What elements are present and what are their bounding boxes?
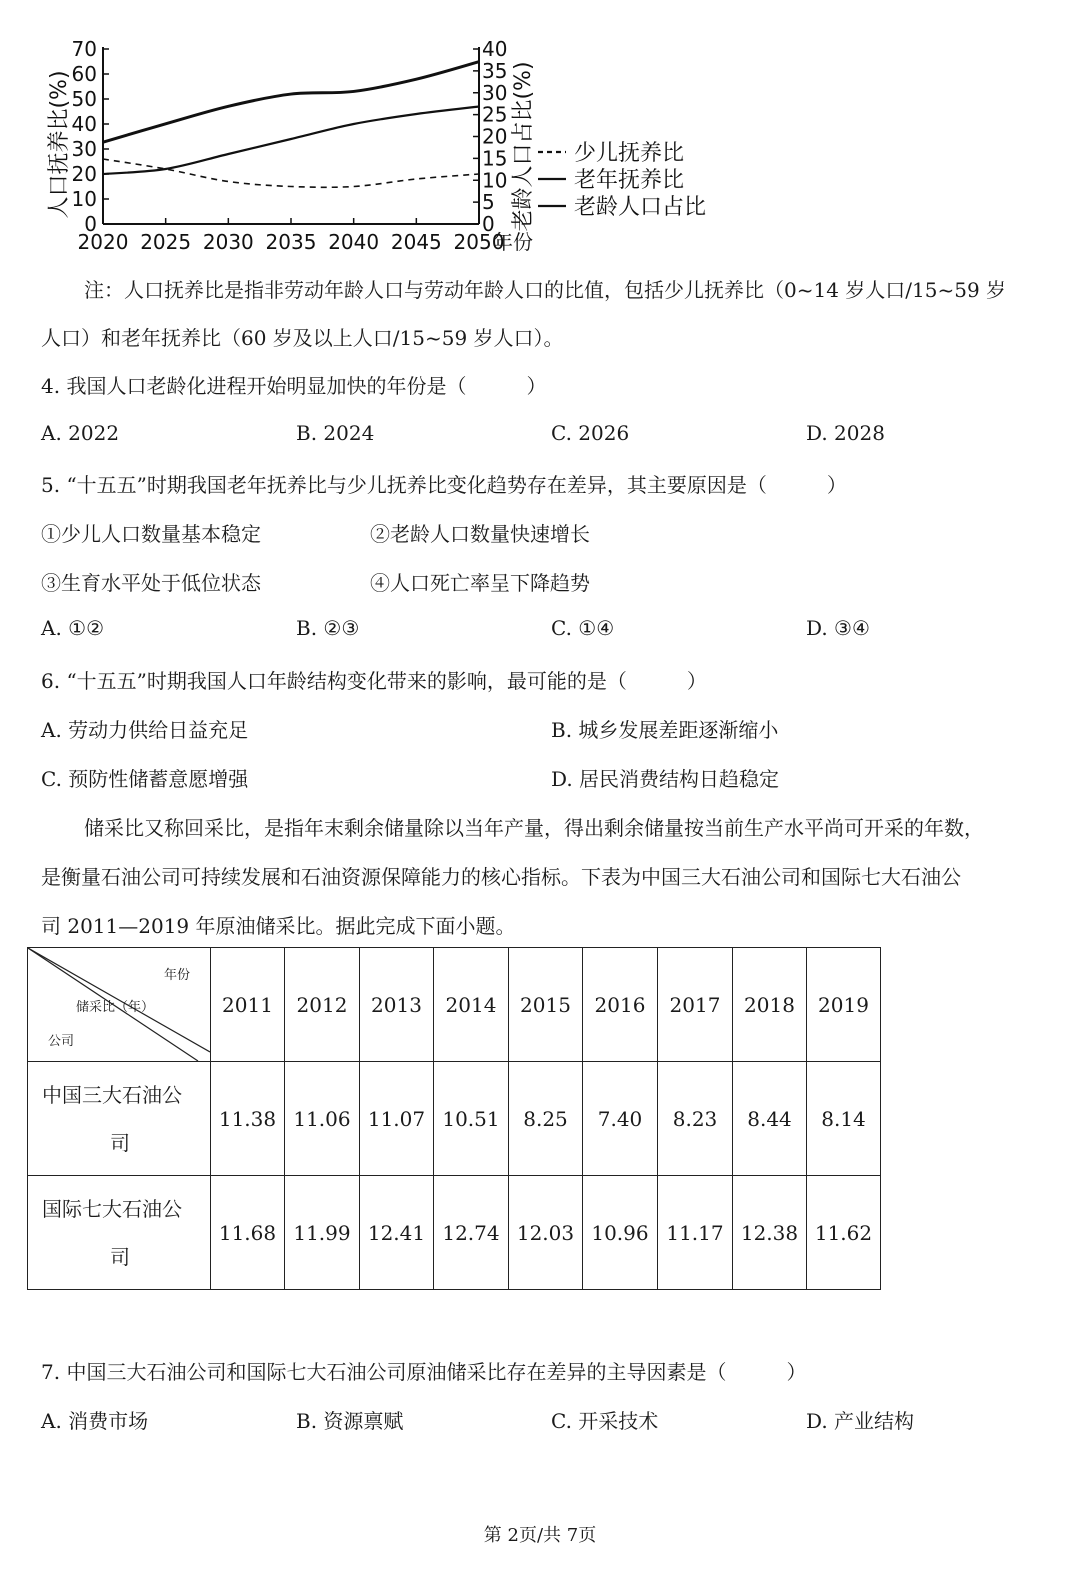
table-cell: 10.96 (583, 1176, 658, 1290)
left-tick-label: 0 (84, 212, 97, 236)
table-cell: 12.03 (509, 1176, 583, 1290)
table-company-cell (28, 1062, 211, 1176)
question-5-option-c[interactable]: C. ①④ (551, 616, 615, 640)
left-tick-label: 30 (71, 137, 97, 161)
passage-line2: 是衡量石油公司可持续发展和石油资源保障能力的核心指标。下表为中国三大石油公司和国际七大石油公 (41, 865, 961, 889)
question-4-option-b[interactable]: B. 2024 (296, 421, 375, 445)
left-tick-label: 10 (71, 187, 97, 211)
right-tick-label: 35 (482, 58, 508, 83)
table-year-header: 2012 (285, 948, 360, 1062)
table-year-header: 2015 (509, 948, 583, 1062)
right-tick-label: 25 (482, 102, 508, 127)
question-5-item-1: ①少儿人口数量基本稳定 (41, 522, 261, 546)
table-year-header: 2016 (583, 948, 658, 1062)
right-tick-label: 20 (482, 124, 508, 149)
right-tick-label: 40 (482, 37, 508, 61)
table-cell: 7.40 (583, 1062, 658, 1176)
question-5-option-a[interactable]: A. ①② (41, 616, 105, 640)
x-tick-label: 2025 (140, 230, 192, 254)
passage-line1: 储采比又称回采比，是指年末剩余储量除以当年产量，得出剩余储量按当前生产水平尚可开采的年数， (84, 816, 984, 840)
table-cell: 11.99 (285, 1176, 360, 1290)
chart-axes (103, 47, 479, 224)
question-7-option-c[interactable]: C. 开采技术 (551, 1409, 659, 1433)
question-7-option-d[interactable]: D. 产业结构 (806, 1409, 915, 1433)
x-tick-label: 2050 (453, 230, 505, 254)
question-5-option-b[interactable]: B. ②③ (296, 616, 360, 640)
question-5-stem: 5. “十五五”时期我国老年抚养比与少儿抚养比变化趋势存在差异，其主要原因是（ ） (41, 473, 847, 497)
company-name-line1: 国际七大石油公 (42, 1196, 182, 1221)
series-line-1 (103, 159, 479, 187)
table-year-header: 2011 (211, 948, 285, 1062)
left-tick-label: 20 (71, 162, 97, 186)
table-row (28, 1062, 881, 1176)
table-corner-cell (28, 948, 211, 1062)
company-name-line2: 司 (110, 1244, 130, 1269)
question-6-stem: 6. “十五五”时期我国人口年龄结构变化带来的影响，最可能的是（ ） (41, 669, 707, 693)
table-company-cell (28, 1176, 211, 1290)
x-tick-label: 2020 (77, 230, 129, 254)
table-year-header: 2014 (434, 948, 509, 1062)
table-cell: 8.14 (807, 1062, 881, 1176)
question-4-option-d[interactable]: D. 2028 (806, 421, 885, 445)
table-year-header: 2019 (807, 948, 881, 1062)
table-row (28, 1176, 881, 1290)
table-cell: 12.41 (360, 1176, 434, 1290)
table-cell: 11.68 (211, 1176, 285, 1290)
chart-note-line2: 人口）和老年抚养比（60 岁及以上人口/15~59 岁人口）。 (41, 326, 564, 350)
legend-label: 老龄人口占比 (574, 195, 707, 220)
company-name-line2: 司 (110, 1130, 130, 1155)
table-header-row (28, 948, 881, 1062)
question-7-option-a[interactable]: A. 消费市场 (41, 1409, 149, 1433)
legend-label: 老年抚养比 (574, 168, 685, 193)
series-line-2 (103, 107, 479, 175)
question-4-option-a[interactable]: A. 2022 (41, 421, 120, 445)
table-cell: 11.07 (360, 1062, 434, 1176)
left-tick-label: 70 (71, 37, 97, 61)
question-5-item-3: ③生育水平处于低位状态 (41, 571, 261, 595)
table-cell: 11.62 (807, 1176, 881, 1290)
right-tick-label: 0 (482, 212, 495, 236)
question-6-option-b[interactable]: B. 城乡发展差距逐渐缩小 (551, 718, 779, 742)
chart-note-line1: 注：人口抚养比是指非劳动年龄人口与劳动年龄人口的比值，包括少儿抚养比（0~14 岁人口/15~59 岁 (84, 278, 1007, 302)
right-tick-label: 15 (482, 146, 508, 171)
series-line-3 (103, 62, 479, 143)
table-year-header: 2013 (360, 948, 434, 1062)
table-cell: 12.38 (733, 1176, 807, 1290)
table-cell: 11.06 (285, 1062, 360, 1176)
right-tick-label: 5 (482, 190, 495, 215)
passage-line3: 司 2011—2019 年原油储采比。据此完成下面小题。 (41, 914, 516, 938)
table-year-header: 2018 (733, 948, 807, 1062)
table-cell: 11.17 (658, 1176, 733, 1290)
chart-lines (103, 62, 479, 188)
right-axis-title: 老龄人口占比(%) (511, 61, 536, 232)
table-cell: 10.51 (434, 1062, 509, 1176)
x-axis-unit: 年份 (493, 230, 533, 254)
right-tick-label: 10 (482, 168, 508, 193)
left-tick-label: 40 (71, 112, 97, 136)
question-5-item-4: ④人口死亡率呈下降趋势 (370, 571, 590, 595)
page-footer: 第 2页/共 7页 (483, 1525, 597, 1546)
x-tick-label: 2045 (390, 230, 442, 254)
right-tick-label: 30 (482, 80, 508, 105)
table-cell: 8.25 (509, 1062, 583, 1176)
left-tick-label: 50 (71, 87, 97, 111)
corner-label-company: 公司 (48, 1034, 75, 1049)
question-6-option-a[interactable]: A. 劳动力供给日益充足 (41, 718, 249, 742)
question-4-option-c[interactable]: C. 2026 (551, 421, 630, 445)
x-tick-label: 2035 (265, 230, 317, 254)
table-cell: 8.44 (733, 1062, 807, 1176)
company-name-line1: 中国三大石油公 (42, 1082, 182, 1107)
x-tick-label: 2040 (328, 230, 380, 254)
legend-label: 少儿抚养比 (574, 141, 685, 166)
question-7-option-b[interactable]: B. 资源禀赋 (296, 1409, 404, 1433)
question-6-option-d[interactable]: D. 居民消费结构日趋稳定 (551, 767, 780, 791)
question-5-item-2: ②老龄人口数量快速增长 (370, 522, 590, 546)
question-5-option-d[interactable]: D. ③④ (806, 616, 870, 640)
question-6-option-c[interactable]: C. 预防性储蓄意愿增强 (41, 767, 249, 791)
corner-label-ratio: 储采比（年） (76, 1000, 155, 1015)
question-4-stem: 4. 我国人口老龄化进程开始明显加快的年份是（ ） (41, 374, 547, 398)
reserve-production-ratio-table (27, 947, 881, 1290)
table-cell: 11.38 (211, 1062, 285, 1176)
table-year-header: 2017 (658, 948, 733, 1062)
dependency-ratio-chart (0, 0, 740, 260)
left-tick-label: 60 (71, 62, 97, 86)
corner-label-year: 年份 (164, 968, 191, 983)
table-cell: 8.23 (658, 1062, 733, 1176)
left-axis-title: 人口抚养比(%) (47, 70, 72, 219)
chart-labels (47, 37, 706, 254)
question-7-stem: 7. 中国三大石油公司和国际七大石油公司原油储采比存在差异的主导因素是（ ） (41, 1360, 807, 1384)
x-tick-label: 2030 (202, 230, 254, 254)
table-cell: 12.74 (434, 1176, 509, 1290)
